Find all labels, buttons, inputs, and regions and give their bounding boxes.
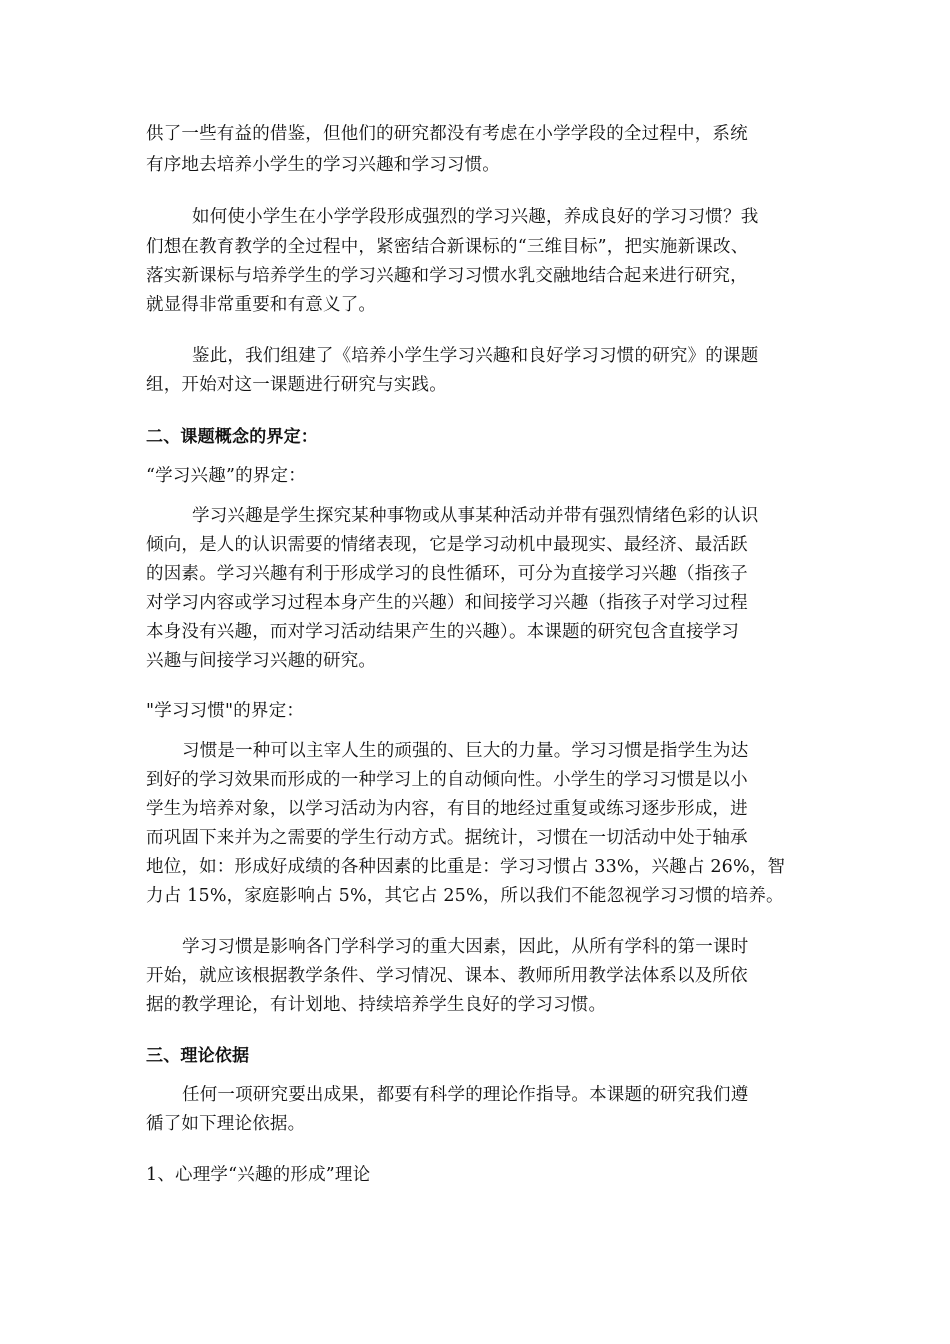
paragraph-habit-2-line-2: 开始，就应该根据教学条件、学习情况、课本、教师所用教学法体系以及所依 [146, 966, 748, 986]
paragraph-habit-line-6: 力占 15%，家庭影响占 5%，其它占 25%，所以我们不能忽视学习习惯的培养。 [146, 886, 784, 906]
subheading-habit: "学习习惯"的界定： [146, 701, 305, 721]
list-item-1: 1、心理学“兴趣的形成”理论 [146, 1165, 371, 1185]
paragraph-habit-line-2: 到好的学习效果而形成的一种学习上的自动倾向性。小学生的学习习惯是以小 [146, 770, 748, 790]
paragraph-2-line-4: 就显得非常重要和有意义了。 [146, 295, 377, 315]
paragraph-interest-line-4: 对学习内容或学习过程本身产生的兴趣）和间接学习兴趣（指孩子对学习过程 [146, 593, 748, 613]
paragraph-habit-2-line-3: 据的教学理论，有计划地、持续培养学生良好的学习习惯。 [146, 995, 607, 1015]
paragraph-3-line-1: 鉴此，我们组建了《培养小学生学习兴趣和良好学习习惯的研究》的课题 [192, 346, 759, 366]
paragraph-theory-line-1: 任何一项研究要出成果，都要有科学的理论作指导。本课题的研究我们遵 [182, 1085, 749, 1105]
paragraph-1-line-1: 供了一些有益的借鉴，但他们的研究都没有考虑在小学学段的全过程中，系统 [146, 124, 748, 144]
paragraph-2-line-1: 如何使小学生在小学学段形成强烈的学习兴趣，养成良好的学习习惯？我 [192, 207, 759, 227]
paragraph-habit-line-1: 习惯是一种可以主宰人生的顽强的、巨大的力量。学习习惯是指学生为达 [182, 741, 749, 761]
paragraph-1-line-2: 有序地去培养小学生的学习兴趣和学习习惯。 [146, 155, 500, 175]
subheading-interest: “学习兴趣”的界定： [146, 466, 306, 486]
paragraph-habit-line-3: 学生为培养对象，以学习活动为内容，有目的地经过重复或练习逐步形成，进 [146, 799, 748, 819]
paragraph-interest-line-6: 兴趣与间接学习兴趣的研究。 [146, 651, 377, 671]
paragraph-habit-line-5: 地位，如：形成好成绩的各种因素的比重是：学习习惯占 33%，兴趣占 26%，智 [146, 857, 786, 877]
section-heading-2: 二、课题概念的界定： [146, 427, 318, 447]
paragraph-habit-2-line-1: 学习习惯是影响各门学科学习的重大因素，因此，从所有学科的第一课时 [182, 937, 749, 957]
paragraph-3-line-2: 组，开始对这一课题进行研究与实践。 [146, 375, 447, 395]
paragraph-interest-line-5: 本身没有兴趣，而对学习活动结果产生的兴趣）。本课题的研究包含直接学习 [146, 622, 740, 642]
paragraph-habit-line-4: 而巩固下来并为之需要的学生行动方式。据统计，习惯在一切活动中处于轴承 [146, 828, 748, 848]
paragraph-interest-line-1: 学习兴趣是学生探究某种事物或从事某种活动并带有强烈情绪色彩的认识 [192, 506, 759, 526]
paragraph-2-line-2: 们想在教育教学的全过程中，紧密结合新课标的“三维目标”，把实施新课改、 [146, 237, 749, 257]
paragraph-interest-line-2: 倾向，是人的认识需要的情绪表现，它是学习动机中最现实、最经济、最活跃 [146, 535, 748, 555]
paragraph-interest-line-3: 的因素。学习兴趣有利于形成学习的良性循环，可分为直接学习兴趣（指孩子 [146, 564, 748, 584]
paragraph-theory-line-2: 循了如下理论依据。 [146, 1114, 306, 1134]
paragraph-2-line-3: 落实新课标与培养学生的学习兴趣和学习习惯水乳交融地结合起来进行研究， [146, 266, 748, 286]
section-heading-3: 三、理论依据 [146, 1046, 250, 1066]
